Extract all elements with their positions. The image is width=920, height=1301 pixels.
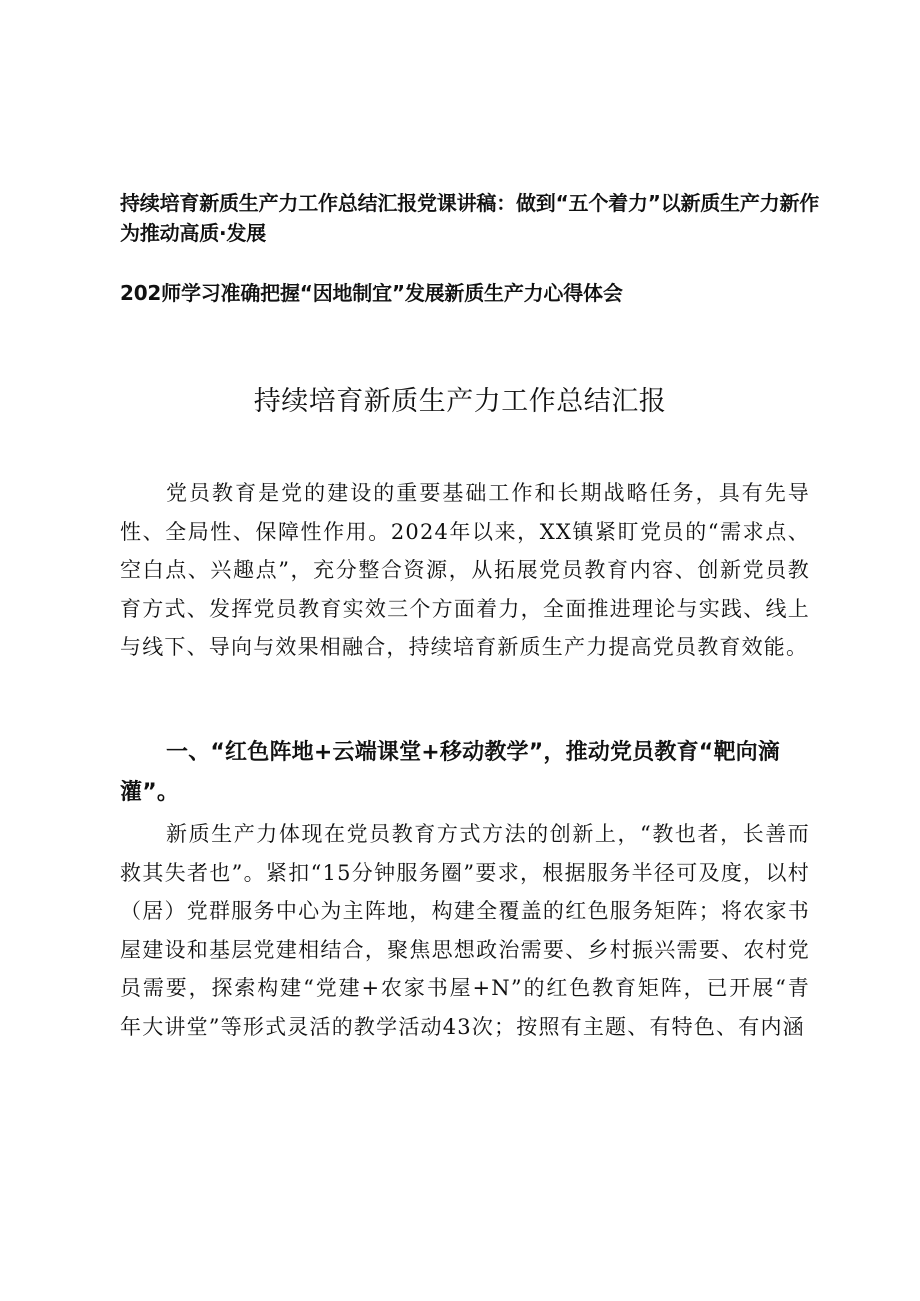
main-title: 持续培育新质生产力工作总结汇报 xyxy=(253,386,667,417)
related-title-2: 202师学习准确把握“因地制宜”发展新质生产力心得体会 xyxy=(120,281,623,305)
related-title-1: 持续培育新质生产力工作总结汇报党课讲稿：做到“五个着力”以新质生产力新作为推动高质·发展 xyxy=(120,191,820,245)
section-heading-1: 一、“红色阵地+云端课堂+移动教学”，推动党员教育“靶向滴灌”。 xyxy=(120,740,781,805)
body-paragraph-2: 新质生产力体现在党员教育方式方法的创新上，“教也者，长善而救其失者也”。紧扣“15分钟服务圈”要求，根据服务半径可及度，以村（居）党群服务中心为主阵地，构建全覆盖的红色服务矩阵；将农家书屋建设和基层党建相结合，聚焦思想政治需要、乡村振兴需要、农村党员需要，探索构建“党建+农家书屋+N”的红色教育矩阵，已开展“青年大讲堂”等形式灵活的教学活动43次；按照有主题、有特色、有内涵 xyxy=(120,822,810,1039)
body-paragraph-1: 党员教育是党的建设的重要基础工作和长期战略任务，具有先导性、全局性、保障性作用。2024年以来，XX镇紧盯党员的“需求点、空白点、兴趣点”，充分整合资源，从拓展党员教育内容、创新党员教育方式、发挥党员教育实效三个方面着力，全面推进理论与实践、线上与线下、导向与效果相融合，持续培育新质生产力提高党员教育效能。 xyxy=(120,481,810,659)
